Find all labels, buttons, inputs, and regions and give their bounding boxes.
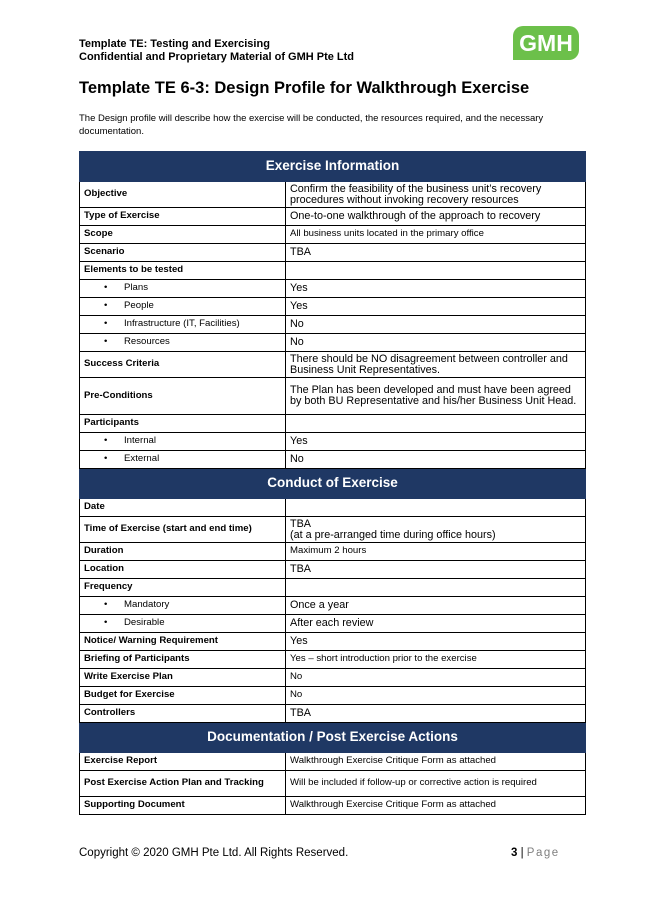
table-row — [80, 316, 586, 334]
row-label: Scenario — [80, 244, 286, 262]
row-value: Confirm the feasibility of the business unit’s recovery procedures without invoking recovery resources — [286, 182, 586, 208]
table-row — [80, 687, 586, 705]
table-row — [80, 334, 586, 352]
table-row — [80, 633, 586, 651]
section-heading: Conduct of Exercise — [80, 469, 586, 499]
table-row — [80, 433, 586, 451]
intro-paragraph: The Design profile will describe how the exercise will be conducted, the resources required, and the necessary documentation. — [79, 113, 544, 137]
row-value: Yes — [286, 298, 586, 316]
section-heading: Exercise Information — [80, 152, 586, 182]
row-value: One-to-one walkthrough of the approach to recovery — [286, 208, 586, 226]
row-label: Write Exercise Plan — [80, 669, 286, 687]
row-label: Elements to be tested — [80, 262, 286, 280]
row-label: Duration — [80, 543, 286, 561]
row-value: After each review — [286, 615, 586, 633]
row-sublabel: • Mandatory — [80, 597, 286, 615]
design-profile-table — [79, 151, 586, 815]
row-value: Yes — [286, 280, 586, 298]
table-row — [80, 244, 586, 262]
table-row — [80, 797, 586, 815]
row-value: Maximum 2 hours — [286, 543, 586, 561]
row-value: TBA (at a pre-arranged time during office hours) — [286, 517, 586, 543]
page-separator: | — [517, 847, 527, 859]
row-sublabel: • Resources — [80, 334, 286, 352]
row-value: Walkthrough Exercise Critique Form as attached — [286, 753, 586, 771]
row-value: No — [286, 316, 586, 334]
table-row — [80, 543, 586, 561]
row-value — [286, 262, 586, 280]
table-row — [80, 579, 586, 597]
page-title: Template TE 6-3: Design Profile for Walkthrough Exercise — [79, 79, 530, 97]
header-document-title: Template TE: Testing and Exercising — [79, 38, 270, 50]
row-label: Success Criteria — [80, 352, 286, 378]
table-row — [80, 561, 586, 579]
row-label: Exercise Report — [80, 753, 286, 771]
table-row — [80, 753, 586, 771]
row-value: Walkthrough Exercise Critique Form as attached — [286, 797, 586, 815]
footer-page-number — [511, 847, 560, 859]
page-label: Page — [526, 847, 560, 859]
row-sublabel: • Infrastructure (IT, Facilities) — [80, 316, 286, 334]
row-label: Location — [80, 561, 286, 579]
table-row — [80, 451, 586, 469]
section-header-row — [80, 469, 586, 499]
section-heading: Documentation / Post Exercise Actions — [80, 723, 586, 753]
table-row — [80, 378, 586, 415]
table-row — [80, 262, 586, 280]
table-row — [80, 771, 586, 797]
row-label: Pre-Conditions — [80, 378, 286, 415]
row-sublabel: • Internal — [80, 433, 286, 451]
row-value: TBA — [286, 244, 586, 262]
row-label: Post Exercise Action Plan and Tracking — [80, 771, 286, 797]
row-label: Time of Exercise (start and end time) — [80, 517, 286, 543]
row-value: Yes — [286, 633, 586, 651]
row-sublabel: • Desirable — [80, 615, 286, 633]
row-value: Will be included if follow-up or corrective action is required — [286, 771, 586, 797]
row-label: Notice/ Warning Requirement — [80, 633, 286, 651]
row-value: TBA — [286, 561, 586, 579]
row-sublabel: • External — [80, 451, 286, 469]
footer-copyright: Copyright © 2020 GMH Pte Ltd. All Rights Reserved. — [79, 847, 349, 859]
table-row — [80, 517, 586, 543]
row-value — [286, 415, 586, 433]
row-value: There should be NO disagreement between controller and Business Unit Representatives. — [286, 352, 586, 378]
row-value: No — [286, 334, 586, 352]
table-row — [80, 182, 586, 208]
row-value: TBA — [286, 705, 586, 723]
row-label: Controllers — [80, 705, 286, 723]
row-value: Once a year — [286, 597, 586, 615]
table-row — [80, 352, 586, 378]
table-row — [80, 280, 586, 298]
section-header-row — [80, 152, 586, 182]
row-value: Yes – short introduction prior to the exercise — [286, 651, 586, 669]
row-label: Type of Exercise — [80, 208, 286, 226]
row-label: Participants — [80, 415, 286, 433]
table-row — [80, 705, 586, 723]
row-value — [286, 499, 586, 517]
row-value: The Plan has been developed and must have been agreed by both BU Representative and his/her Business Unit Head. — [286, 378, 586, 415]
row-sublabel: • Plans — [80, 280, 286, 298]
table-row — [80, 415, 586, 433]
table-row — [80, 226, 586, 244]
row-sublabel: • People — [80, 298, 286, 316]
table-row — [80, 651, 586, 669]
row-label: Scope — [80, 226, 286, 244]
table-row — [80, 669, 586, 687]
row-value: No — [286, 451, 586, 469]
row-label: Date — [80, 499, 286, 517]
row-label: Frequency — [80, 579, 286, 597]
section-header-row — [80, 723, 586, 753]
table-row — [80, 499, 586, 517]
row-value: Yes — [286, 433, 586, 451]
row-value: No — [286, 669, 586, 687]
table-row — [80, 298, 586, 316]
row-label: Budget for Exercise — [80, 687, 286, 705]
table-row — [80, 597, 586, 615]
row-label: Briefing of Participants — [80, 651, 286, 669]
table-row — [80, 208, 586, 226]
row-value: No — [286, 687, 586, 705]
gmh-logo: GMH — [513, 26, 579, 60]
row-value — [286, 579, 586, 597]
header-confidentiality-notice: Confidential and Proprietary Material of GMH Pte Ltd — [79, 51, 355, 63]
row-label: Objective — [80, 182, 286, 208]
row-value: All business units located in the primary office — [286, 226, 586, 244]
page-number: 3 — [511, 847, 518, 859]
table-row — [80, 615, 586, 633]
row-label: Supporting Document — [80, 797, 286, 815]
